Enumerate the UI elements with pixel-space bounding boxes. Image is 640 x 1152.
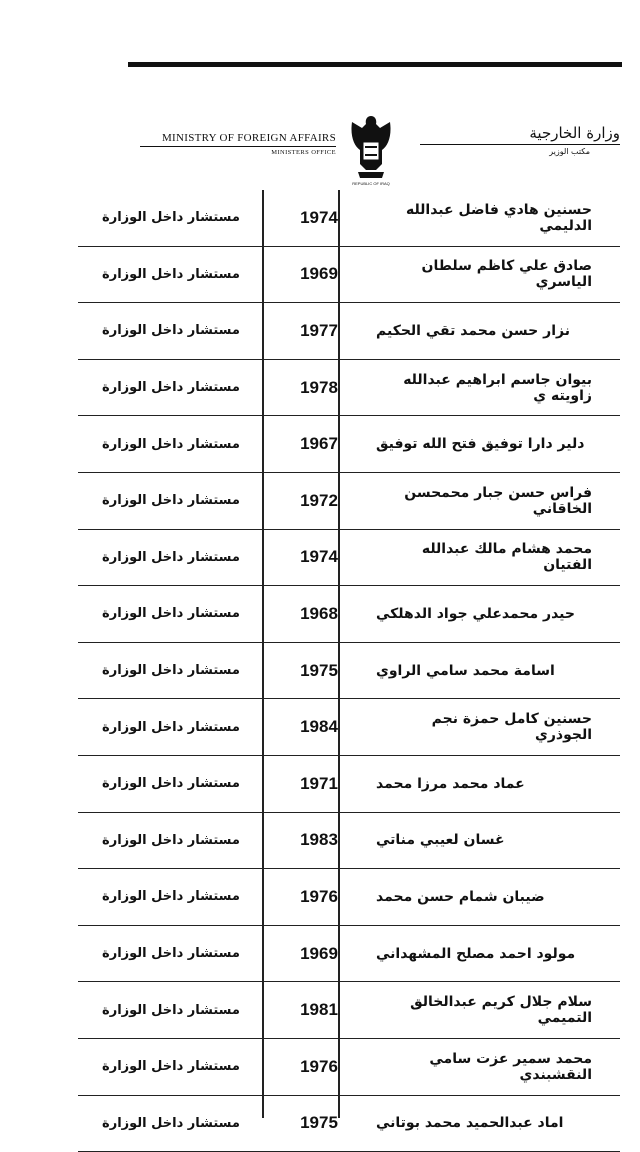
birth-year-cell: 1968 [264, 586, 374, 642]
name-cell: فراس حسن جبار محمحسن الخاقاني [376, 473, 620, 529]
birth-year-cell: 1969 [264, 926, 374, 982]
name-cell: ضيبان شمام حسن محمد [376, 869, 620, 925]
letterhead-arabic [410, 124, 620, 156]
position-cell: مستشار داخل الوزارة [78, 982, 264, 1038]
table-row [78, 247, 620, 304]
table-row [78, 416, 620, 473]
table-row [78, 699, 620, 756]
position-cell: مستشار داخل الوزارة [78, 926, 264, 982]
position-cell: مستشار داخل الوزارة [78, 869, 264, 925]
name-cell: اماد عبدالحميد محمد بوتاني [376, 1096, 620, 1152]
position-cell: مستشار داخل الوزارة [78, 1096, 264, 1152]
position-cell: مستشار داخل الوزارة [78, 813, 264, 869]
position-cell: مستشار داخل الوزارة [78, 586, 264, 642]
position-cell: مستشار داخل الوزارة [78, 190, 264, 246]
birth-year-cell: 1975 [264, 643, 374, 699]
table-row [78, 643, 620, 700]
name-cell: دلير دارا توفيق فتح الله توفيق [376, 416, 620, 472]
name-cell: صادق علي كاظم سلطان الياسري [376, 247, 620, 303]
name-cell: محمد هشام مالك عبدالله الفتيان [376, 530, 620, 586]
table-row [78, 1096, 620, 1152]
name-cell: حسنين هادي فاضل عبدالله الدليمي [376, 190, 620, 246]
ministry-name-en: MINISTRY OF FOREIGN AFFAIRS [140, 132, 336, 144]
birth-year-cell: 1974 [264, 190, 374, 246]
birth-year-cell: 1975 [264, 1096, 374, 1152]
name-cell: اسامة محمد سامي الراوي [376, 643, 620, 699]
birth-year-cell: 1971 [264, 756, 374, 812]
letterhead-rule-ar [420, 144, 620, 145]
name-cell: بيوان جاسم ابراهيم عبدالله زاويته ي [376, 360, 620, 416]
top-rule [128, 62, 622, 67]
name-cell: مولود احمد مصلح المشهداني [376, 926, 620, 982]
table-row [78, 756, 620, 813]
emblem-caption: REPUBLIC OF IRAQ [352, 181, 390, 186]
birth-year-cell: 1977 [264, 303, 374, 359]
position-cell: مستشار داخل الوزارة [78, 1039, 264, 1095]
name-cell: غسان لعيبي مناتي [376, 813, 620, 869]
table-row [78, 530, 620, 587]
eagle-emblem-icon [346, 112, 396, 188]
birth-year-cell: 1984 [264, 699, 374, 755]
birth-year-cell: 1983 [264, 813, 374, 869]
birth-year-cell: 1978 [264, 360, 374, 416]
office-name-en: MINISTERS OFFICE [140, 149, 336, 156]
position-cell: مستشار داخل الوزارة [78, 360, 264, 416]
letterhead-rule-en [140, 146, 336, 147]
position-cell: مستشار داخل الوزارة [78, 473, 264, 529]
name-cell: حيدر محمدعلي جواد الدهلكي [376, 586, 620, 642]
birth-year-cell: 1972 [264, 473, 374, 529]
table-row [78, 869, 620, 926]
position-cell: مستشار داخل الوزارة [78, 699, 264, 755]
position-cell: مستشار داخل الوزارة [78, 643, 264, 699]
table-row [78, 586, 620, 643]
office-name-ar: مكتب الوزير [410, 147, 590, 156]
table-row [78, 926, 620, 983]
table-row [78, 813, 620, 870]
ministry-name-ar: وزارة الخارجية [410, 124, 620, 142]
table-row [78, 982, 620, 1039]
birth-year-cell: 1976 [264, 869, 374, 925]
table-row [78, 303, 620, 360]
position-cell: مستشار داخل الوزارة [78, 416, 264, 472]
letterhead-english [140, 132, 336, 156]
position-cell: مستشار داخل الوزارة [78, 756, 264, 812]
name-cell: نزار حسن محمد تقي الحكيم [376, 303, 620, 359]
staff-table [78, 190, 620, 1152]
birth-year-cell: 1976 [264, 1039, 374, 1095]
table-row [78, 190, 620, 247]
birth-year-cell: 1969 [264, 247, 374, 303]
position-cell: مستشار داخل الوزارة [78, 303, 264, 359]
name-cell: سلام جلال كريم عبدالخالق التميمي [376, 982, 620, 1038]
position-cell: مستشار داخل الوزارة [78, 247, 264, 303]
table-row [78, 1039, 620, 1096]
birth-year-cell: 1974 [264, 530, 374, 586]
position-cell: مستشار داخل الوزارة [78, 530, 264, 586]
birth-year-cell: 1981 [264, 982, 374, 1038]
name-cell: محمد سمير عزت سامي النقشبندي [376, 1039, 620, 1095]
birth-year-cell: 1967 [264, 416, 374, 472]
table-row [78, 360, 620, 417]
name-cell: حسنين كامل حمزة نجم الجوذري [376, 699, 620, 755]
letterhead [140, 112, 620, 190]
table-row [78, 473, 620, 530]
name-cell: عماد محمد مرزا محمد [376, 756, 620, 812]
